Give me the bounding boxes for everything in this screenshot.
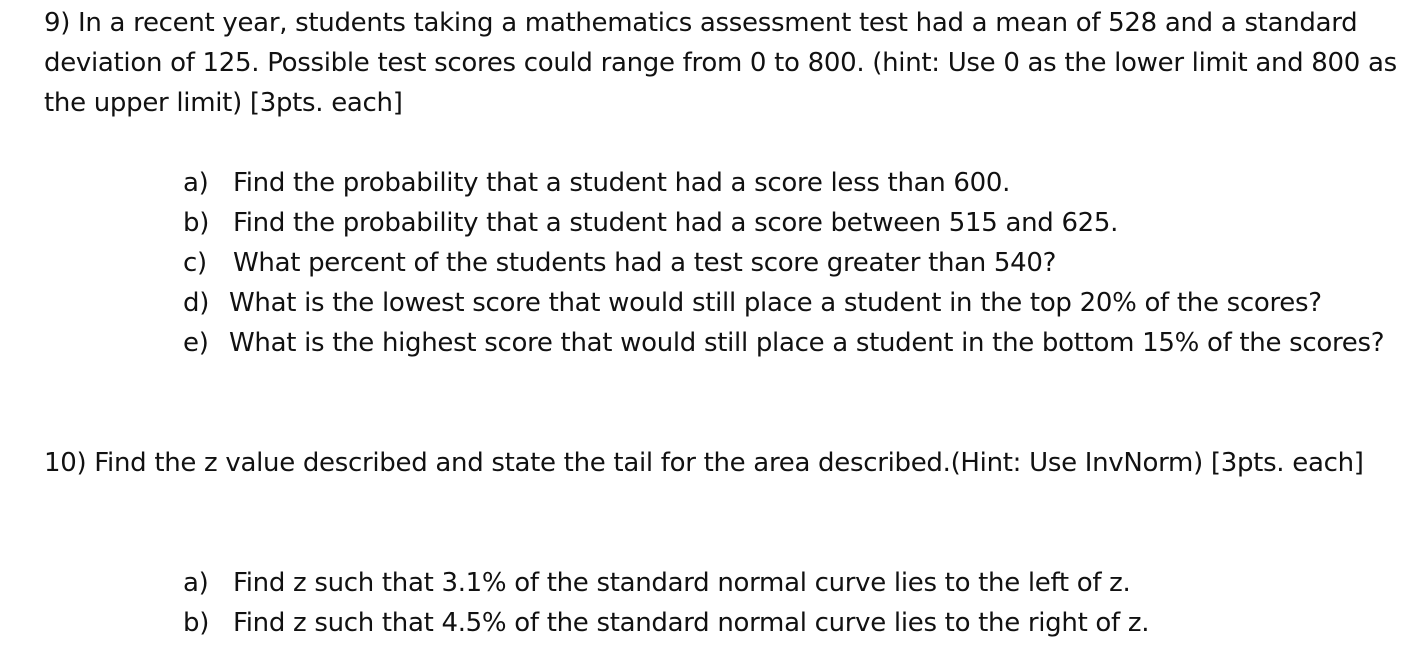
question-10-part-a	[183, 563, 1413, 603]
question-9-part-d	[183, 283, 1413, 323]
question-9-part-c	[183, 243, 1413, 283]
part-marker: c)	[183, 248, 207, 278]
question-9-stem: 9) In a recent year, students taking a mathematics assessment test had a mean of 528 and a standard deviation of 125. Possible test scores could range from 0 to 800. (hint: Use 0 as the lower limit and 800 as the upper limit) [3pts. each]	[44, 8, 1397, 118]
part-text: Find the probability that a student had a score less than 600.	[233, 168, 1011, 198]
question-10-parts	[183, 563, 1413, 643]
question-9-part-a	[183, 163, 1413, 203]
part-text: Find z such that 4.5% of the standard normal curve lies to the right of z.	[233, 608, 1150, 638]
question-9-part-b	[183, 203, 1413, 243]
part-text: What is the lowest score that would still place a student in the top 20% of the scores?	[229, 288, 1322, 318]
part-text: What is the highest score that would still place a student in the bottom 15% of the scores?	[229, 328, 1385, 358]
question-9-part-e	[183, 323, 1413, 363]
part-marker: d)	[183, 288, 210, 318]
question-9-parts	[183, 163, 1413, 363]
question-10-part-b	[183, 603, 1413, 643]
part-marker: a)	[183, 568, 209, 598]
part-marker: a)	[183, 168, 209, 198]
question-10-stem: 10) Find the z value described and state the tail for the area described.(Hint: Use InvNorm) [3pts. each]	[44, 448, 1364, 478]
part-text: Find the probability that a student had a score between 515 and 625.	[233, 208, 1119, 238]
part-marker: b)	[183, 608, 210, 638]
part-marker: e)	[183, 328, 209, 358]
part-text: What percent of the students had a test score greater than 540?	[233, 248, 1057, 278]
part-text: Find z such that 3.1% of the standard normal curve lies to the left of z.	[233, 568, 1131, 598]
part-marker: b)	[183, 208, 210, 238]
